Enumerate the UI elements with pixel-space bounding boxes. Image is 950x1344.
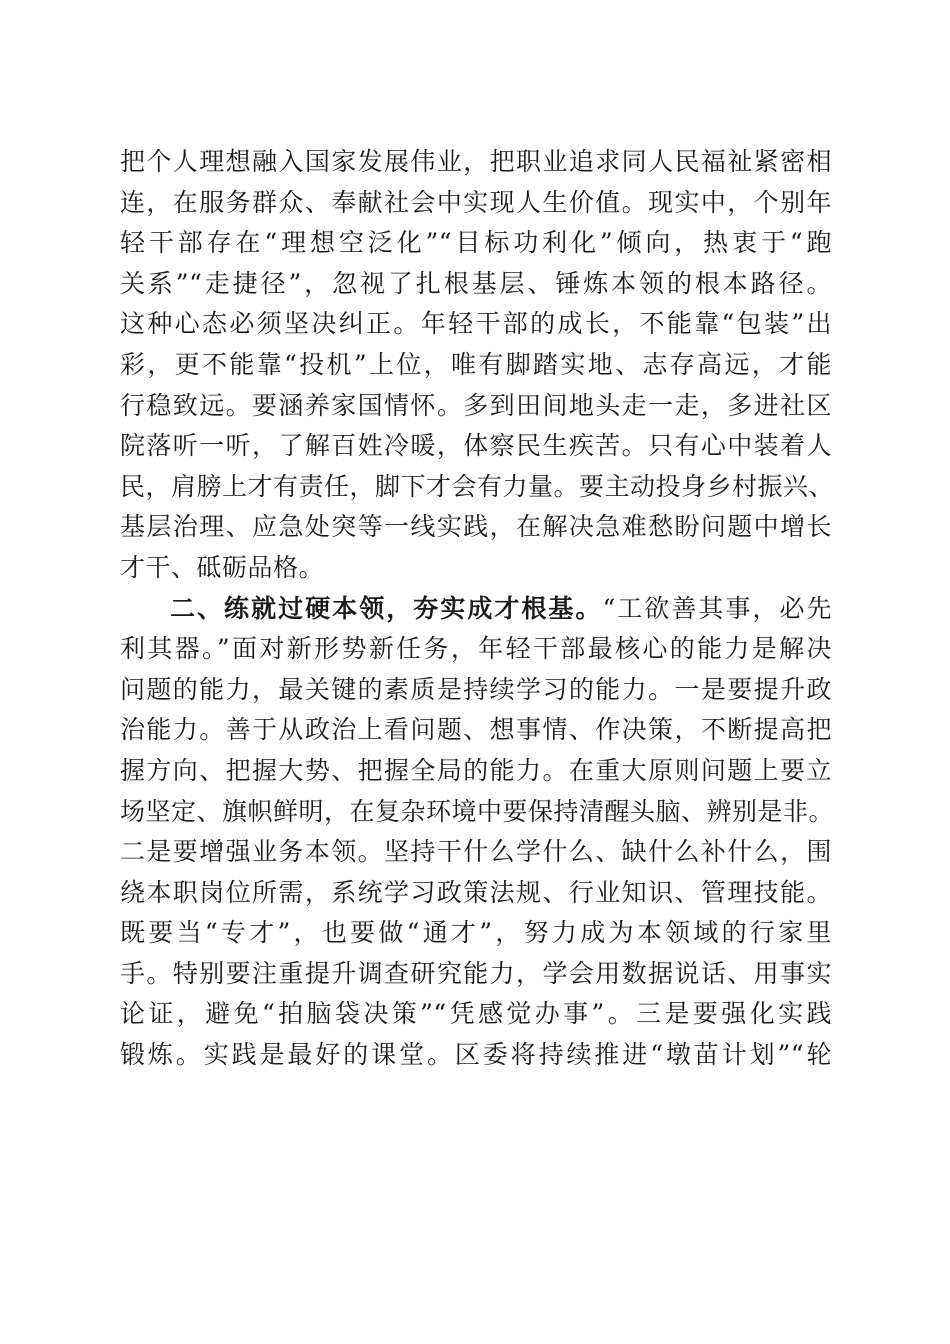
text-line: 二是要增强业务本领。坚持干什么学什么、缺什么补什么，围 bbox=[120, 837, 832, 867]
text-fragment: “工欲善其事，必先 bbox=[602, 593, 832, 623]
text-line: 彩，更不能靠“投机”上位，唯有脚踏实地、志存高远，才能 bbox=[120, 349, 832, 379]
text-line: 利其器。”面对新形势新任务，年轻干部最核心的能力是解决 bbox=[120, 634, 832, 664]
paragraph-1 bbox=[120, 142, 835, 589]
paragraph-2-first-line bbox=[120, 589, 832, 630]
text-line: 才干、砥砺品格。 bbox=[120, 552, 325, 582]
text-line: 锻炼。实践是最好的课堂。区委将持续推进“墩苗计划”“轮 bbox=[120, 1040, 832, 1070]
text-line: 论证，避免“拍脑袋决策”“凭感觉办事”。三是要强化实践 bbox=[120, 999, 832, 1029]
paragraph-2 bbox=[120, 589, 835, 1076]
text-line: 既要当“专才”，也要做“通才”，努力成为本领域的行家里 bbox=[120, 918, 832, 948]
text-line: 场坚定、旗帜鲜明，在复杂环境中要保持清醒头脑、辨别是非。 bbox=[120, 796, 835, 826]
text-line: 问题的能力，最关键的素质是持续学习的能力。一是要提升政 bbox=[120, 674, 832, 704]
document-body bbox=[120, 142, 835, 1076]
text-line: 手。特别要注重提升调查研究能力，学会用数据说话、用事实 bbox=[120, 958, 832, 988]
text-line: 握方向、把握大势、把握全局的能力。在重大原则问题上要立 bbox=[120, 755, 832, 785]
text-line: 这种心态必须坚决纠正。年轻干部的成长，不能靠“包装”出 bbox=[120, 309, 832, 339]
text-line: 绕本职岗位所需，系统学习政策法规、行业知识、管理技能。 bbox=[120, 877, 832, 907]
text-line: 民，肩膀上才有责任，脚下才会有力量。要主动投身乡村振兴、 bbox=[120, 471, 835, 501]
text-line: 基层治理、应急处突等一线实践，在解决急难愁盼问题中增长 bbox=[120, 512, 832, 542]
text-line: 院落听一听，了解百姓冷暖，体察民生疾苦。只有心中装着人 bbox=[120, 431, 832, 461]
text-line: 轻干部存在“理想空泛化”“目标功利化”倾向，热衷于“跑 bbox=[120, 228, 832, 258]
text-line: 治能力。善于从政治上看问题、想事情、作决策，不断提高把 bbox=[120, 715, 832, 745]
text-line: 行稳致远。要涵养家国情怀。多到田间地头走一走，多进社区 bbox=[120, 390, 832, 420]
text-line: 关系”“走捷径”，忽视了扎根基层、锤炼本领的根本路径。 bbox=[120, 268, 832, 298]
section-heading: 二、练就过硬本领，夯实成才根基。 bbox=[170, 593, 603, 623]
text-line: 把个人理想融入国家发展伟业，把职业追求同人民福祉紧密相 bbox=[120, 147, 832, 176]
text-line: 连，在服务群众、奉献社会中实现人生价值。现实中，个别年 bbox=[120, 187, 832, 217]
